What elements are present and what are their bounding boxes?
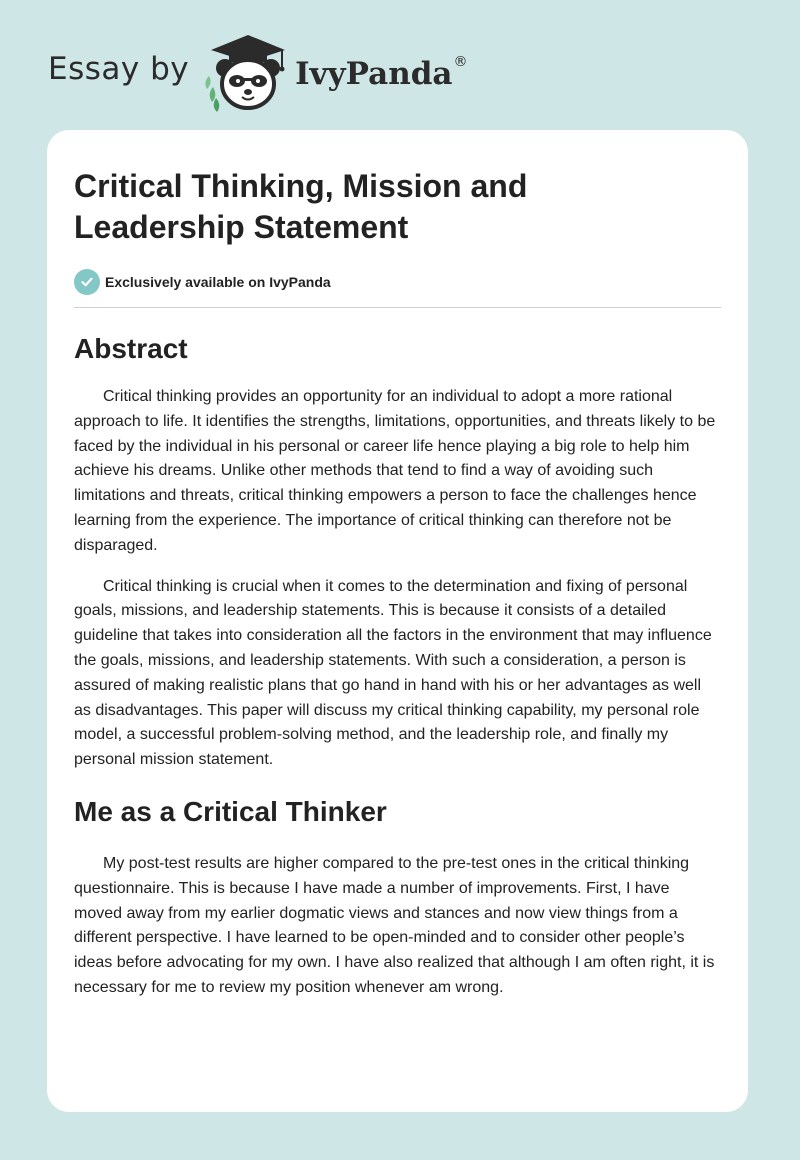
trademark-symbol: ® (453, 54, 468, 70)
section-heading-abstract: Abstract (74, 333, 188, 364)
section-heading-critical-thinker: Me as a Critical Thinker (74, 795, 387, 827)
exclusive-label: Exclusively available on IvyPanda (105, 274, 331, 290)
section-abstract (74, 332, 721, 773)
paragraph: Critical thinking provides an opportunity for an individual to adopt a more rational approach to life. It identifies the strengths, limitations, opportunities, and threats likely to be faced by the individual in his personal or career life hence playing a big role to help him achieve his dreams. Unlike other methods that tend to find a way of avoiding such limitations and threats, critical thinking empowers a person to face the challenges hence learning from the experience. The importance of critical thinking can therefore not be disparaged. (74, 388, 716, 554)
section-critical-thinker (74, 795, 721, 1001)
title-divider (74, 307, 721, 308)
essay-title: Critical Thinking, Mission and Leadership Statement (74, 168, 528, 245)
exclusive-badge (74, 269, 721, 295)
brand-prefix: Essay by (48, 51, 190, 87)
paragraph: My post-test results are higher compared to the pre-test ones in the critical thinking questionnaire. This is because I have made a number of improvements. First, I have moved away from my earlier dogmatic views and stances and now view things from a different perspective. I have learned to be open-minded and to consider other people’s ideas before advocating for my own. I have also realized that although I am often right, it is necessary for me to review my position whenever am wrong. (74, 854, 715, 996)
checkmark-icon (74, 269, 100, 295)
brand-name[interactable]: IvyPanda® (295, 54, 468, 92)
essay-card (47, 130, 748, 1112)
site-header (48, 32, 468, 112)
panda-graduate-icon[interactable] (203, 32, 293, 112)
paragraph: Critical thinking is crucial when it comes to the determination and fixing of personal goals, missions, and leadership statements. This is because it consists of a detailed guideline that takes into consideration all the factors in the environment that may influence the goals, missions, and leadership statements. With such a consideration, a person is assured of making realistic plans that go hand in hand with his or her advantages as well as disadvantages. This paper will discuss my critical thinking capability, my personal role model, a successful problem-solving method, and the leadership role, and finally my personal mission statement. (74, 577, 712, 769)
